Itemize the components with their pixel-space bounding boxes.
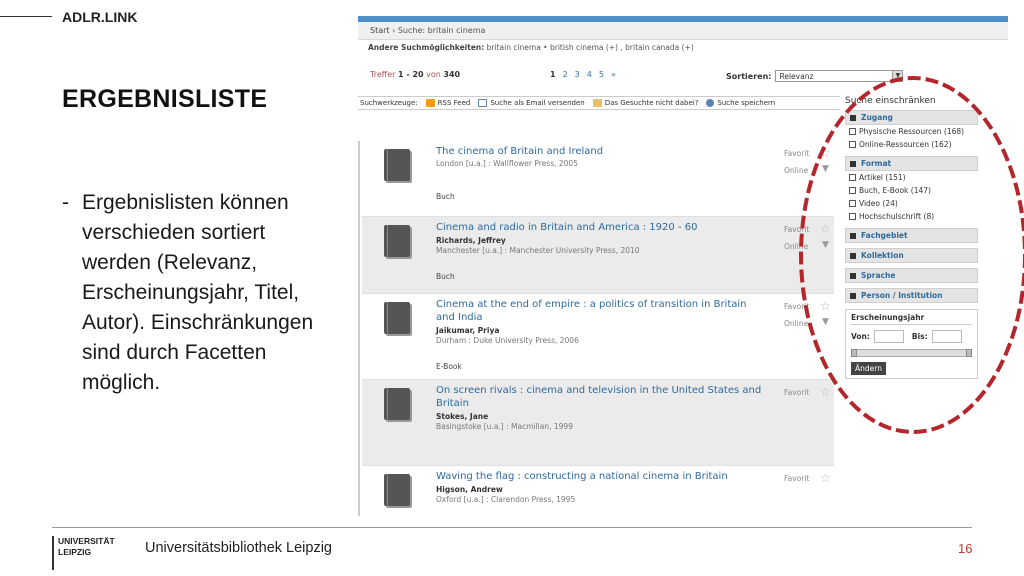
facet-option-label: Artikel (151) <box>859 173 906 182</box>
save-icon <box>706 99 714 107</box>
tools-label: Suchwerkzeuge: <box>360 99 418 107</box>
result-publisher: Manchester [u.a.] : Manchester University Press, 2010 <box>436 246 640 255</box>
slide-title: ERGEBNISLISTE <box>62 85 268 113</box>
question-icon <box>593 99 602 107</box>
checkbox-icon[interactable] <box>849 200 856 207</box>
download-icon[interactable]: ▼ <box>822 240 829 250</box>
star-icon[interactable]: ☆ <box>820 222 831 236</box>
result-item <box>362 141 834 217</box>
university-logo <box>52 536 114 570</box>
breadcrumb-separator: › <box>392 26 396 35</box>
book-icon <box>384 149 410 181</box>
facet-toggle-zugang[interactable] <box>845 110 978 125</box>
star-icon[interactable]: ☆ <box>820 471 831 485</box>
online-label[interactable]: Online <box>784 242 809 251</box>
facet-group-zugang <box>845 110 978 151</box>
email-search-link[interactable] <box>478 99 584 107</box>
facet-toggle-fachgebiet[interactable] <box>845 228 978 243</box>
facet-toggle-kollektion[interactable] <box>845 248 978 263</box>
facet-option-label: Video (24) <box>859 199 898 208</box>
star-icon[interactable]: ☆ <box>820 299 831 313</box>
facet-title: Sprache <box>861 271 896 280</box>
facet-option-label: Hochschulschrift (8) <box>859 212 935 221</box>
result-publisher: Oxford [u.a.] : Clarendon Press, 1995 <box>436 495 576 504</box>
online-label[interactable]: Online <box>784 319 809 328</box>
breadcrumb <box>358 22 1008 40</box>
result-author[interactable]: Jaikumar, Priya <box>436 326 500 335</box>
result-type: Buch <box>436 272 455 281</box>
facet-option-label: Physische Ressourcen (168) <box>859 127 965 136</box>
bullet-dash: - <box>62 191 69 214</box>
year-from-label: Von: <box>851 332 870 341</box>
results-divider <box>358 141 360 516</box>
not-found-link[interactable] <box>593 99 699 107</box>
facet-group-person <box>845 288 978 303</box>
online-label[interactable]: Online <box>784 166 809 175</box>
facet-option[interactable] <box>845 125 978 138</box>
rss-feed-link[interactable] <box>426 99 471 107</box>
alternative-searches <box>368 43 694 52</box>
result-author[interactable]: Richards, Jeffrey <box>436 236 506 245</box>
result-type: Buch <box>436 192 455 201</box>
facet-toggle-person[interactable] <box>845 288 978 303</box>
rss-label: RSS Feed <box>437 99 471 107</box>
footer-institution: Universitätsbibliothek Leipzig <box>145 540 332 556</box>
breadcrumb-start-link[interactable]: Start <box>370 26 390 35</box>
search-tools <box>358 96 840 110</box>
page-4[interactable]: 4 <box>586 70 592 79</box>
catalog-screenshot <box>358 16 1008 516</box>
footer-rule <box>52 527 972 528</box>
book-icon <box>384 225 410 257</box>
facet-title: Format <box>861 159 892 168</box>
expand-icon <box>850 293 856 299</box>
result-title[interactable]: The cinema of Britain and Ireland <box>436 146 604 157</box>
alt-search-label: Andere Suchmöglichkeiten: <box>368 43 485 52</box>
facet-title: Zugang <box>861 113 893 122</box>
chevron-down-icon: ▼ <box>892 71 902 81</box>
facet-option[interactable] <box>845 184 978 197</box>
page-2[interactable]: 2 <box>562 70 568 79</box>
favorite-label[interactable]: Favorit <box>784 225 810 234</box>
sort-select[interactable] <box>775 70 903 82</box>
facet-option-label: Buch, E-Book (147) <box>859 186 931 195</box>
year-to-input[interactable] <box>932 330 962 343</box>
facet-group-fachgebiet <box>845 228 978 243</box>
result-title[interactable]: On screen rivals : cinema and television in the United States and Britain <box>436 385 762 409</box>
logo-line-1: UNIVERSITÄT <box>58 536 115 546</box>
hits-prefix: Treffer <box>370 70 396 79</box>
mail-icon <box>478 99 487 107</box>
apply-year-button[interactable]: Ändern <box>851 362 886 375</box>
year-from-input[interactable] <box>874 330 904 343</box>
collapse-icon <box>850 115 856 121</box>
facet-option[interactable] <box>845 197 978 210</box>
result-type: E-Book <box>436 362 462 371</box>
result-item <box>362 466 834 516</box>
facet-title: Kollektion <box>861 251 904 260</box>
checkbox-icon[interactable] <box>849 174 856 181</box>
hits-range: 1 - 20 <box>398 70 424 79</box>
hit-count <box>370 70 460 79</box>
expand-icon <box>850 233 856 239</box>
result-publisher: London [u.a.] : Wallflower Press, 2005 <box>436 159 578 168</box>
bullet-text: Ergebnislisten können verschieden sortiert werden (Relevanz, Erscheinungsjahr, Titel, Autor). Einschränkungen sind durch Facetten möglich. <box>82 191 314 394</box>
result-publisher: Basingstoke [u.a.] : Macmillan, 1999 <box>436 422 573 431</box>
breadcrumb-current: Suche: britain cinema <box>397 26 486 35</box>
year-to-label: Bis: <box>911 332 928 341</box>
favorite-label[interactable]: Favorit <box>784 388 810 397</box>
year-filter-title: Erscheinungsjahr <box>851 313 972 325</box>
sort-label: Sortieren: <box>726 71 772 81</box>
facet-group-sprache <box>845 268 978 283</box>
checkbox-icon[interactable] <box>849 213 856 220</box>
facet-toggle-format[interactable] <box>845 156 978 171</box>
save-label: Suche speichern <box>717 99 776 107</box>
year-slider[interactable] <box>851 349 972 357</box>
favorite-label[interactable]: Favorit <box>784 474 810 483</box>
facet-option[interactable] <box>845 171 978 184</box>
checkbox-icon[interactable] <box>849 141 856 148</box>
logo-line-2: LEIPZIG <box>58 547 92 557</box>
slider-handle-to[interactable] <box>966 349 972 357</box>
checkbox-icon[interactable] <box>849 128 856 135</box>
expand-icon <box>850 273 856 279</box>
star-icon[interactable]: ☆ <box>820 146 831 160</box>
favorite-label[interactable]: Favorit <box>784 302 810 311</box>
result-author[interactable]: Stokes, Jane <box>436 412 489 421</box>
result-list <box>362 141 834 516</box>
facet-option[interactable] <box>845 210 978 223</box>
facet-heading: Suche einschränken <box>845 96 936 106</box>
result-item <box>362 217 834 294</box>
slider-handle-from[interactable] <box>851 349 857 357</box>
facet-group-format <box>845 156 978 223</box>
sort-control <box>726 70 903 82</box>
year-range-row <box>851 330 972 343</box>
page-5[interactable]: 5 <box>598 70 604 79</box>
page-number: 16 <box>958 541 973 556</box>
hits-total: 340 <box>443 70 461 79</box>
facet-title: Fachgebiet <box>861 231 908 240</box>
page-1: 1 <box>550 70 556 79</box>
facet-group-kollektion <box>845 248 978 263</box>
book-icon <box>384 302 410 334</box>
page-next[interactable]: » <box>610 70 616 79</box>
header-rule <box>0 16 52 17</box>
not-found-label: Das Gesuchte nicht dabei? <box>604 99 699 107</box>
alt-search-links[interactable]: britain cinema • british cinema (+) , britain canada (+) <box>486 43 694 52</box>
star-icon[interactable]: ☆ <box>820 385 831 399</box>
year-filter <box>845 309 978 379</box>
facet-title: Person / Institution <box>861 291 943 300</box>
pagination <box>550 70 616 79</box>
sort-value: Relevanz <box>779 72 814 81</box>
book-icon <box>384 474 410 506</box>
book-icon <box>384 388 410 420</box>
result-item <box>362 380 834 466</box>
result-title[interactable]: Waving the flag : constructing a national cinema in Britain <box>436 471 728 482</box>
bullet-point <box>62 188 332 398</box>
favorite-label[interactable]: Favorit <box>784 149 810 158</box>
download-icon[interactable]: ▼ <box>822 164 829 174</box>
brand-label: ADLR.LINK <box>62 9 138 25</box>
hits-of: von <box>426 70 441 79</box>
result-publisher: Durham : Duke University Press, 2006 <box>436 336 579 345</box>
result-author[interactable]: Higson, Andrew <box>436 485 503 494</box>
result-item <box>362 294 834 380</box>
result-title[interactable]: Cinema at the end of empire : a politics of transition in Britain and India <box>436 299 747 323</box>
rss-icon <box>426 99 435 107</box>
email-label: Suche als Email versenden <box>490 99 585 107</box>
facet-option-label: Online-Ressourcen (162) <box>859 140 952 149</box>
download-icon[interactable]: ▼ <box>822 317 829 327</box>
facet-sidebar <box>845 96 978 379</box>
facet-toggle-sprache[interactable] <box>845 268 978 283</box>
result-title[interactable]: Cinema and radio in Britain and America : 1920 - 60 <box>436 222 698 233</box>
page-3[interactable]: 3 <box>574 70 580 79</box>
collapse-icon <box>850 161 856 167</box>
expand-icon <box>850 253 856 259</box>
facet-option[interactable] <box>845 138 978 151</box>
save-search-link[interactable] <box>706 99 775 107</box>
checkbox-icon[interactable] <box>849 187 856 194</box>
